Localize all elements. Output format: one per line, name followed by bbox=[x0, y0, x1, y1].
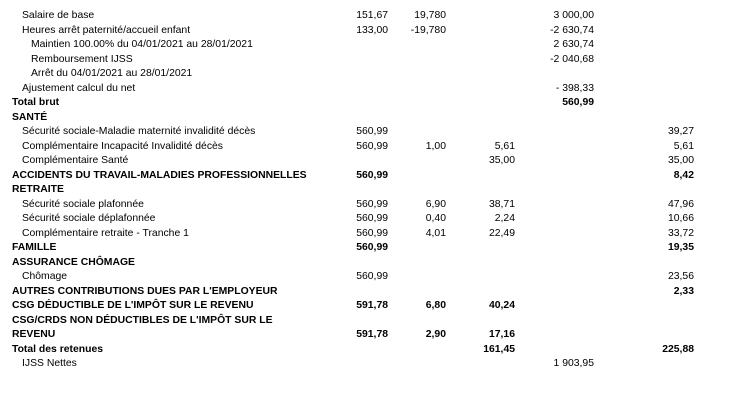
base-value: 591,78 bbox=[356, 300, 388, 311]
line-label: Chômage bbox=[22, 271, 68, 282]
rate-value: 19,780 bbox=[414, 10, 446, 21]
base-value: 560,99 bbox=[356, 228, 388, 239]
employer-contribution: 10,66 bbox=[667, 213, 694, 224]
gain-value: 2 630,74 bbox=[553, 39, 594, 50]
rate-value: 0,40 bbox=[425, 213, 446, 224]
line-row bbox=[0, 24, 739, 38]
section-row bbox=[0, 328, 739, 342]
gain-value: 3 000,00 bbox=[553, 10, 594, 21]
section-label: FAMILLE bbox=[12, 242, 57, 253]
employee-deduction: 40,24 bbox=[488, 300, 515, 311]
line-row bbox=[0, 198, 739, 212]
rate-value: 1,00 bbox=[425, 141, 446, 152]
line-label: Salaire de base bbox=[22, 10, 95, 21]
gain-value: -2 040,68 bbox=[550, 54, 594, 65]
line-row bbox=[0, 9, 739, 23]
line-row bbox=[0, 357, 739, 371]
section-row bbox=[0, 96, 739, 110]
employee-deduction: 2,24 bbox=[494, 213, 515, 224]
rate-value: 6,80 bbox=[425, 300, 446, 311]
rate-value: 2,90 bbox=[425, 329, 446, 340]
base-value: 560,99 bbox=[356, 199, 388, 210]
section-label: RETRAITE bbox=[12, 184, 64, 195]
section-label: ASSURANCE CHÔMAGE bbox=[12, 257, 135, 268]
employee-deduction: 17,16 bbox=[488, 329, 515, 340]
line-label: Arrêt du 04/01/2021 au 28/01/2021 bbox=[31, 68, 193, 79]
line-label: Sécurité sociale plafonnée bbox=[22, 199, 144, 210]
line-label: Complémentaire Santé bbox=[22, 155, 129, 166]
employee-deduction: 161,45 bbox=[483, 344, 515, 355]
line-row bbox=[0, 53, 739, 67]
section-row bbox=[0, 241, 739, 255]
line-row bbox=[0, 82, 739, 96]
section-label: Total brut bbox=[12, 97, 60, 108]
employer-contribution: 47,96 bbox=[667, 199, 694, 210]
employee-deduction: 35,00 bbox=[488, 155, 515, 166]
line-row bbox=[0, 125, 739, 139]
section-label: SANTÉ bbox=[12, 112, 48, 123]
base-value: 560,99 bbox=[356, 141, 388, 152]
section-row bbox=[0, 169, 739, 183]
gain-value: 560,99 bbox=[562, 97, 594, 108]
line-row bbox=[0, 38, 739, 52]
base-value: 560,99 bbox=[356, 170, 388, 181]
section-label: AUTRES CONTRIBUTIONS DUES PAR L'EMPLOYEUR bbox=[12, 286, 278, 297]
line-row bbox=[0, 67, 739, 81]
rate-value: -19,780 bbox=[410, 25, 446, 36]
section-row bbox=[0, 285, 739, 299]
line-row bbox=[0, 227, 739, 241]
base-value: 560,99 bbox=[356, 271, 388, 282]
employer-contribution: 23,56 bbox=[667, 271, 694, 282]
base-value: 591,78 bbox=[356, 329, 388, 340]
line-label: Complémentaire retraite - Tranche 1 bbox=[22, 228, 189, 239]
base-value: 560,99 bbox=[356, 126, 388, 137]
section-row bbox=[0, 314, 739, 328]
section-label: ACCIDENTS DU TRAVAIL-MALADIES PROFESSIONNELLES bbox=[12, 170, 307, 181]
line-label: Remboursement IJSS bbox=[31, 54, 133, 65]
employer-contribution: 19,35 bbox=[667, 242, 694, 253]
section-label: CSG/CRDS NON DÉDUCTIBLES DE L'IMPÔT SUR LE bbox=[12, 315, 273, 326]
gain-value: 1 903,95 bbox=[553, 358, 594, 369]
rate-value: 6,90 bbox=[425, 199, 446, 210]
employee-deduction: 22,49 bbox=[488, 228, 515, 239]
section-row bbox=[0, 256, 739, 270]
line-label: Complémentaire Incapacité Invalidité décès bbox=[22, 141, 223, 152]
employer-contribution: 39,27 bbox=[667, 126, 694, 137]
employer-contribution: 5,61 bbox=[673, 141, 694, 152]
employee-deduction: 38,71 bbox=[488, 199, 515, 210]
employer-contribution: 8,42 bbox=[673, 170, 694, 181]
line-label: Sécurité sociale déplafonnée bbox=[22, 213, 156, 224]
line-row bbox=[0, 270, 739, 284]
rate-value: 4,01 bbox=[425, 228, 446, 239]
section-row bbox=[0, 111, 739, 125]
line-label: IJSS Nettes bbox=[22, 358, 77, 369]
line-label: Sécurité sociale-Maladie maternité invalidité décès bbox=[22, 126, 256, 137]
base-value: 560,99 bbox=[356, 242, 388, 253]
section-label: REVENU bbox=[12, 329, 56, 340]
employer-contribution: 2,33 bbox=[673, 286, 694, 297]
section-label: Total des retenues bbox=[12, 344, 104, 355]
gain-value: - 398,33 bbox=[555, 83, 594, 94]
section-label: CSG DÉDUCTIBLE DE L'IMPÔT SUR LE REVENU bbox=[12, 300, 254, 311]
line-row bbox=[0, 212, 739, 226]
employer-contribution: 35,00 bbox=[667, 155, 694, 166]
gain-value: -2 630,74 bbox=[550, 25, 594, 36]
section-row bbox=[0, 183, 739, 197]
section-row bbox=[0, 299, 739, 313]
employer-contribution: 225,88 bbox=[662, 344, 694, 355]
employer-contribution: 33,72 bbox=[667, 228, 694, 239]
line-label: Ajustement calcul du net bbox=[22, 83, 136, 94]
employee-deduction: 5,61 bbox=[494, 141, 515, 152]
line-label: Maintien 100.00% du 04/01/2021 au 28/01/2021 bbox=[31, 39, 253, 50]
line-row bbox=[0, 154, 739, 168]
section-row bbox=[0, 343, 739, 357]
line-label: Heures arrêt paternité/accueil enfant bbox=[22, 25, 191, 36]
base-value: 151,67 bbox=[356, 10, 388, 21]
line-row bbox=[0, 140, 739, 154]
base-value: 133,00 bbox=[356, 25, 388, 36]
base-value: 560,99 bbox=[356, 213, 388, 224]
